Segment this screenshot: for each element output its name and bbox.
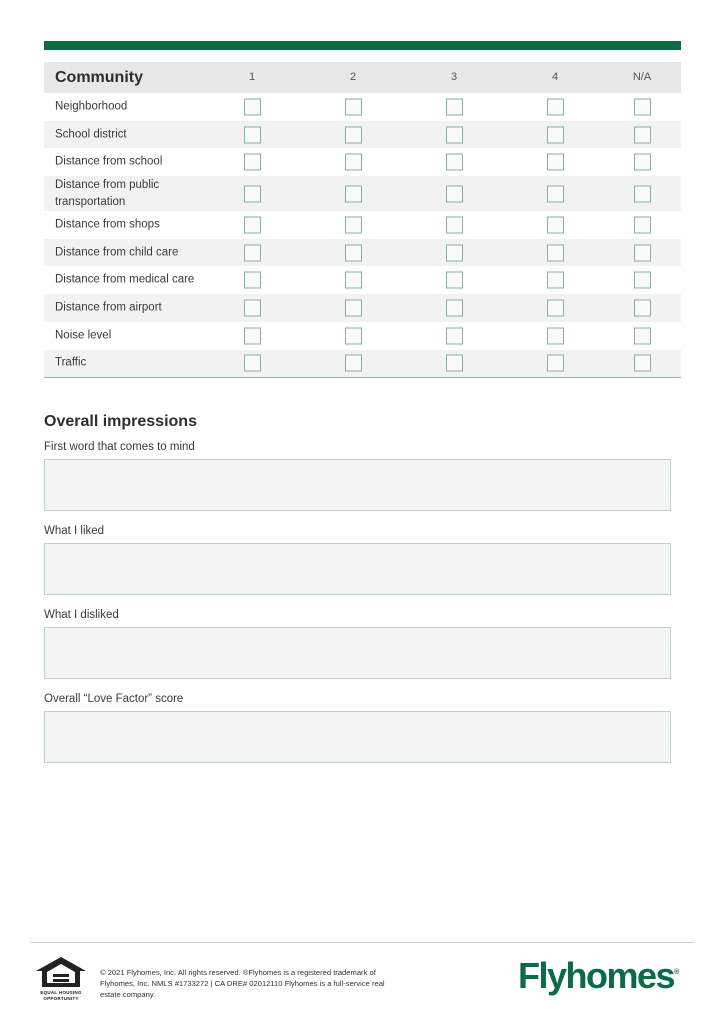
rating-checkbox[interactable] (244, 216, 261, 233)
rating-checkbox[interactable] (547, 216, 564, 233)
field-label-love-factor: Overall “Love Factor” score (44, 693, 184, 705)
rating-checkbox[interactable] (634, 299, 651, 316)
rating-checkbox[interactable] (345, 272, 362, 289)
row-label: Traffic (55, 356, 87, 369)
rating-checkbox[interactable] (547, 299, 564, 316)
row-label: Neighborhood (55, 100, 128, 113)
community-rating-table (44, 62, 681, 378)
liked-input[interactable] (44, 543, 671, 595)
column-header-4: 4 (551, 71, 559, 83)
love-factor-input[interactable] (44, 711, 671, 763)
rating-checkbox[interactable] (345, 299, 362, 316)
table-row (44, 121, 681, 149)
flyhomes-logo (518, 955, 679, 997)
footer-divider (30, 942, 694, 943)
table-title: Community (55, 69, 143, 86)
table-row (44, 176, 681, 211)
column-header-na: N/A (632, 71, 652, 83)
rating-checkbox[interactable] (634, 355, 651, 372)
rating-checkbox[interactable] (345, 126, 362, 143)
rating-checkbox[interactable] (446, 185, 463, 202)
first-word-input[interactable] (44, 459, 671, 511)
rating-checkbox[interactable] (634, 327, 651, 344)
rating-checkbox[interactable] (547, 244, 564, 261)
rating-checkbox[interactable] (244, 272, 261, 289)
rating-checkbox[interactable] (244, 355, 261, 372)
rating-checkbox[interactable] (634, 98, 651, 115)
rating-checkbox[interactable] (345, 185, 362, 202)
equal-housing-label: EQUAL HOUSING OPPORTUNITY (40, 990, 82, 1001)
legal-line: estate company. (100, 990, 156, 999)
table-row (44, 322, 681, 350)
rating-checkbox[interactable] (345, 355, 362, 372)
row-label: Distance from medical care (55, 273, 195, 286)
rating-checkbox[interactable] (345, 327, 362, 344)
rating-checkbox[interactable] (547, 355, 564, 372)
legal-line: Flyhomes, Inc. NMLS #1733272 | CA DRE# 02012110 Flyhomes is a full-service real (100, 979, 385, 988)
rating-checkbox[interactable] (244, 299, 261, 316)
rating-checkbox[interactable] (345, 216, 362, 233)
field-label-liked: What I liked (44, 525, 105, 537)
rating-checkbox[interactable] (244, 185, 261, 202)
rating-checkbox[interactable] (244, 327, 261, 344)
rating-checkbox[interactable] (345, 154, 362, 171)
rating-checkbox[interactable] (446, 98, 463, 115)
rating-checkbox[interactable] (244, 98, 261, 115)
disliked-input[interactable] (44, 627, 671, 679)
rating-checkbox[interactable] (547, 154, 564, 171)
table-row (44, 93, 681, 121)
row-label: Distance from child care (55, 246, 179, 259)
row-label: Distance from airport (55, 301, 162, 314)
legal-line: © 2021 Flyhomes, Inc. All rights reserved. ®Flyhomes is a registered trademark of (100, 968, 376, 977)
column-header-3: 3 (450, 71, 458, 83)
rating-checkbox[interactable] (547, 126, 564, 143)
brand-name: Flyhomes (518, 955, 675, 996)
rating-checkbox[interactable] (244, 244, 261, 261)
overall-impressions-title: Overall impressions (44, 413, 197, 430)
table-row (44, 211, 681, 239)
column-header-2: 2 (349, 71, 357, 83)
header-accent-bar (44, 41, 681, 50)
row-label: School district (55, 128, 127, 141)
row-label: Noise level (55, 329, 112, 342)
table-row (44, 148, 681, 176)
rating-checkbox[interactable] (634, 244, 651, 261)
row-label: Distance from shops (55, 218, 160, 231)
rating-checkbox[interactable] (446, 244, 463, 261)
rating-checkbox[interactable] (244, 126, 261, 143)
rating-checkbox[interactable] (634, 126, 651, 143)
table-row (44, 350, 681, 378)
rating-checkbox[interactable] (547, 185, 564, 202)
legal-notice (100, 967, 400, 1000)
rating-checkbox[interactable] (446, 154, 463, 171)
rating-checkbox[interactable] (547, 327, 564, 344)
rating-checkbox[interactable] (547, 272, 564, 289)
rating-checkbox[interactable] (446, 327, 463, 344)
rating-checkbox[interactable] (345, 98, 362, 115)
rating-checkbox[interactable] (244, 154, 261, 171)
field-label-disliked: What I disliked (44, 609, 119, 621)
rating-checkbox[interactable] (634, 185, 651, 202)
table-row (44, 266, 681, 294)
table-row (44, 294, 681, 322)
table-row (44, 239, 681, 267)
table-header (44, 62, 681, 93)
field-label-first-word: First word that comes to mind (44, 441, 195, 453)
rating-checkbox[interactable] (634, 154, 651, 171)
rating-checkbox[interactable] (547, 98, 564, 115)
rating-checkbox[interactable] (446, 216, 463, 233)
rating-checkbox[interactable] (634, 216, 651, 233)
rating-checkbox[interactable] (446, 355, 463, 372)
row-label: Distance from public transportation (55, 178, 160, 208)
rating-checkbox[interactable] (446, 126, 463, 143)
rating-checkbox[interactable] (634, 272, 651, 289)
rating-checkbox[interactable] (345, 244, 362, 261)
row-label: Distance from school (55, 155, 163, 168)
rating-checkbox[interactable] (446, 272, 463, 289)
column-header-1: 1 (248, 71, 256, 83)
registered-mark: ® (674, 969, 680, 976)
rating-checkbox[interactable] (446, 299, 463, 316)
